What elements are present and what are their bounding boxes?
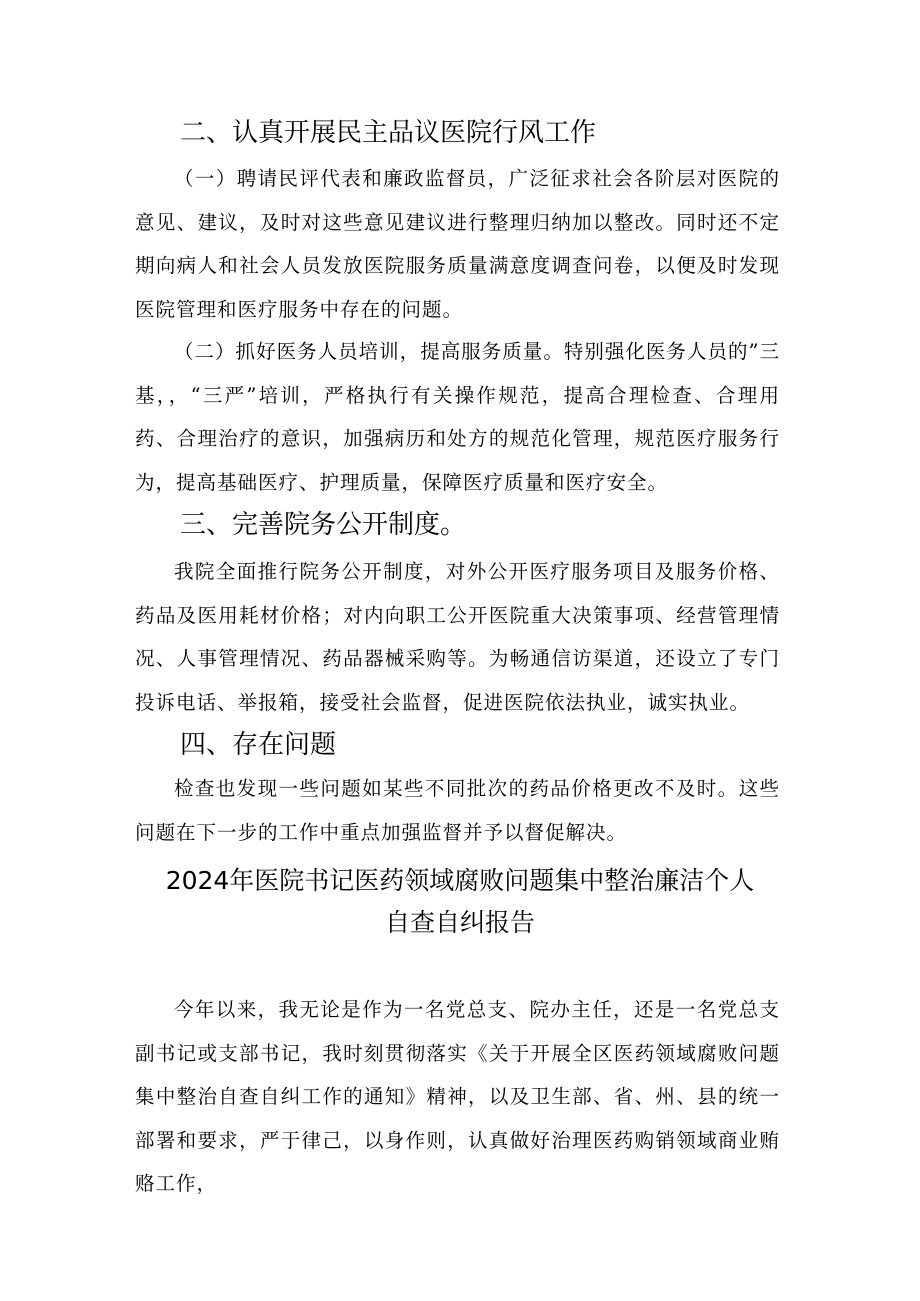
report-title-line-2: 自查自纠报告 (384, 908, 535, 937)
section-3-paragraph-1: 我院全面推行院务公开制度，对外公开医疗服务项目及服务价格、药品及医用耗材价格；对内向职工公开医院重大决策事项、经营管理情况、人事管理情况、药品器械采购等。为畅通信访渠道，还设立了专门投诉电话、举报箱，接受社会监督，促进医院依法执业，诚实执业。 (135, 560, 780, 714)
section-heading-3: 三、完善院务公开制度。 (180, 510, 467, 540)
section-heading-4: 四、存在问题 (180, 730, 337, 760)
section-2-paragraph-1: （一）聘请民评代表和廉政监督员，广泛征求社会各阶层对医院的意见、建议，及时对这些意见建议进行整理归纳加以整改。同时还不定期向病人和社会人员发放医院服务质量满意度调查问卷，以便及时发现医院管理和医疗服务中存在的问题。 (135, 167, 780, 321)
section-2-paragraph-2: （二）抓好医务人员培训，提高服务质量。特别强化医务人员的”三基，，“三严”培训，严格执行有关操作规范，提高合理检查、合理用药、合理治疗的意识，加强病历和处方的规范化管理，规范医疗服务行为，提高基础医疗、护理质量，保障医疗质量和医疗安全。 (135, 340, 780, 494)
report-paragraph-1: 今年以来，我无论是作为一名党总支、院办主任，还是一名党总支副书记或支部书记，我时刻贯彻落实《关于开展全区医药领域腐败问题集中整治自查自纠工作的通知》精神，以及卫生部、省、州、县的统一部署和要求，严于律己，以身作则，认真做好治理医药购销领域商业贿赂工作， (135, 998, 780, 1195)
report-title-line-1: 2024年医院书记医药领域腐败问题集中整治廉洁个人 (165, 866, 755, 895)
section-heading-2: 二、认真开展民主品议医院行风工作 (180, 118, 597, 148)
section-4-paragraph-1: 检查也发现一些问题如某些不同批次的药品价格更改不及时。这些问题在下一步的工作中重点加强监督并予以督促解决。 (135, 777, 780, 844)
